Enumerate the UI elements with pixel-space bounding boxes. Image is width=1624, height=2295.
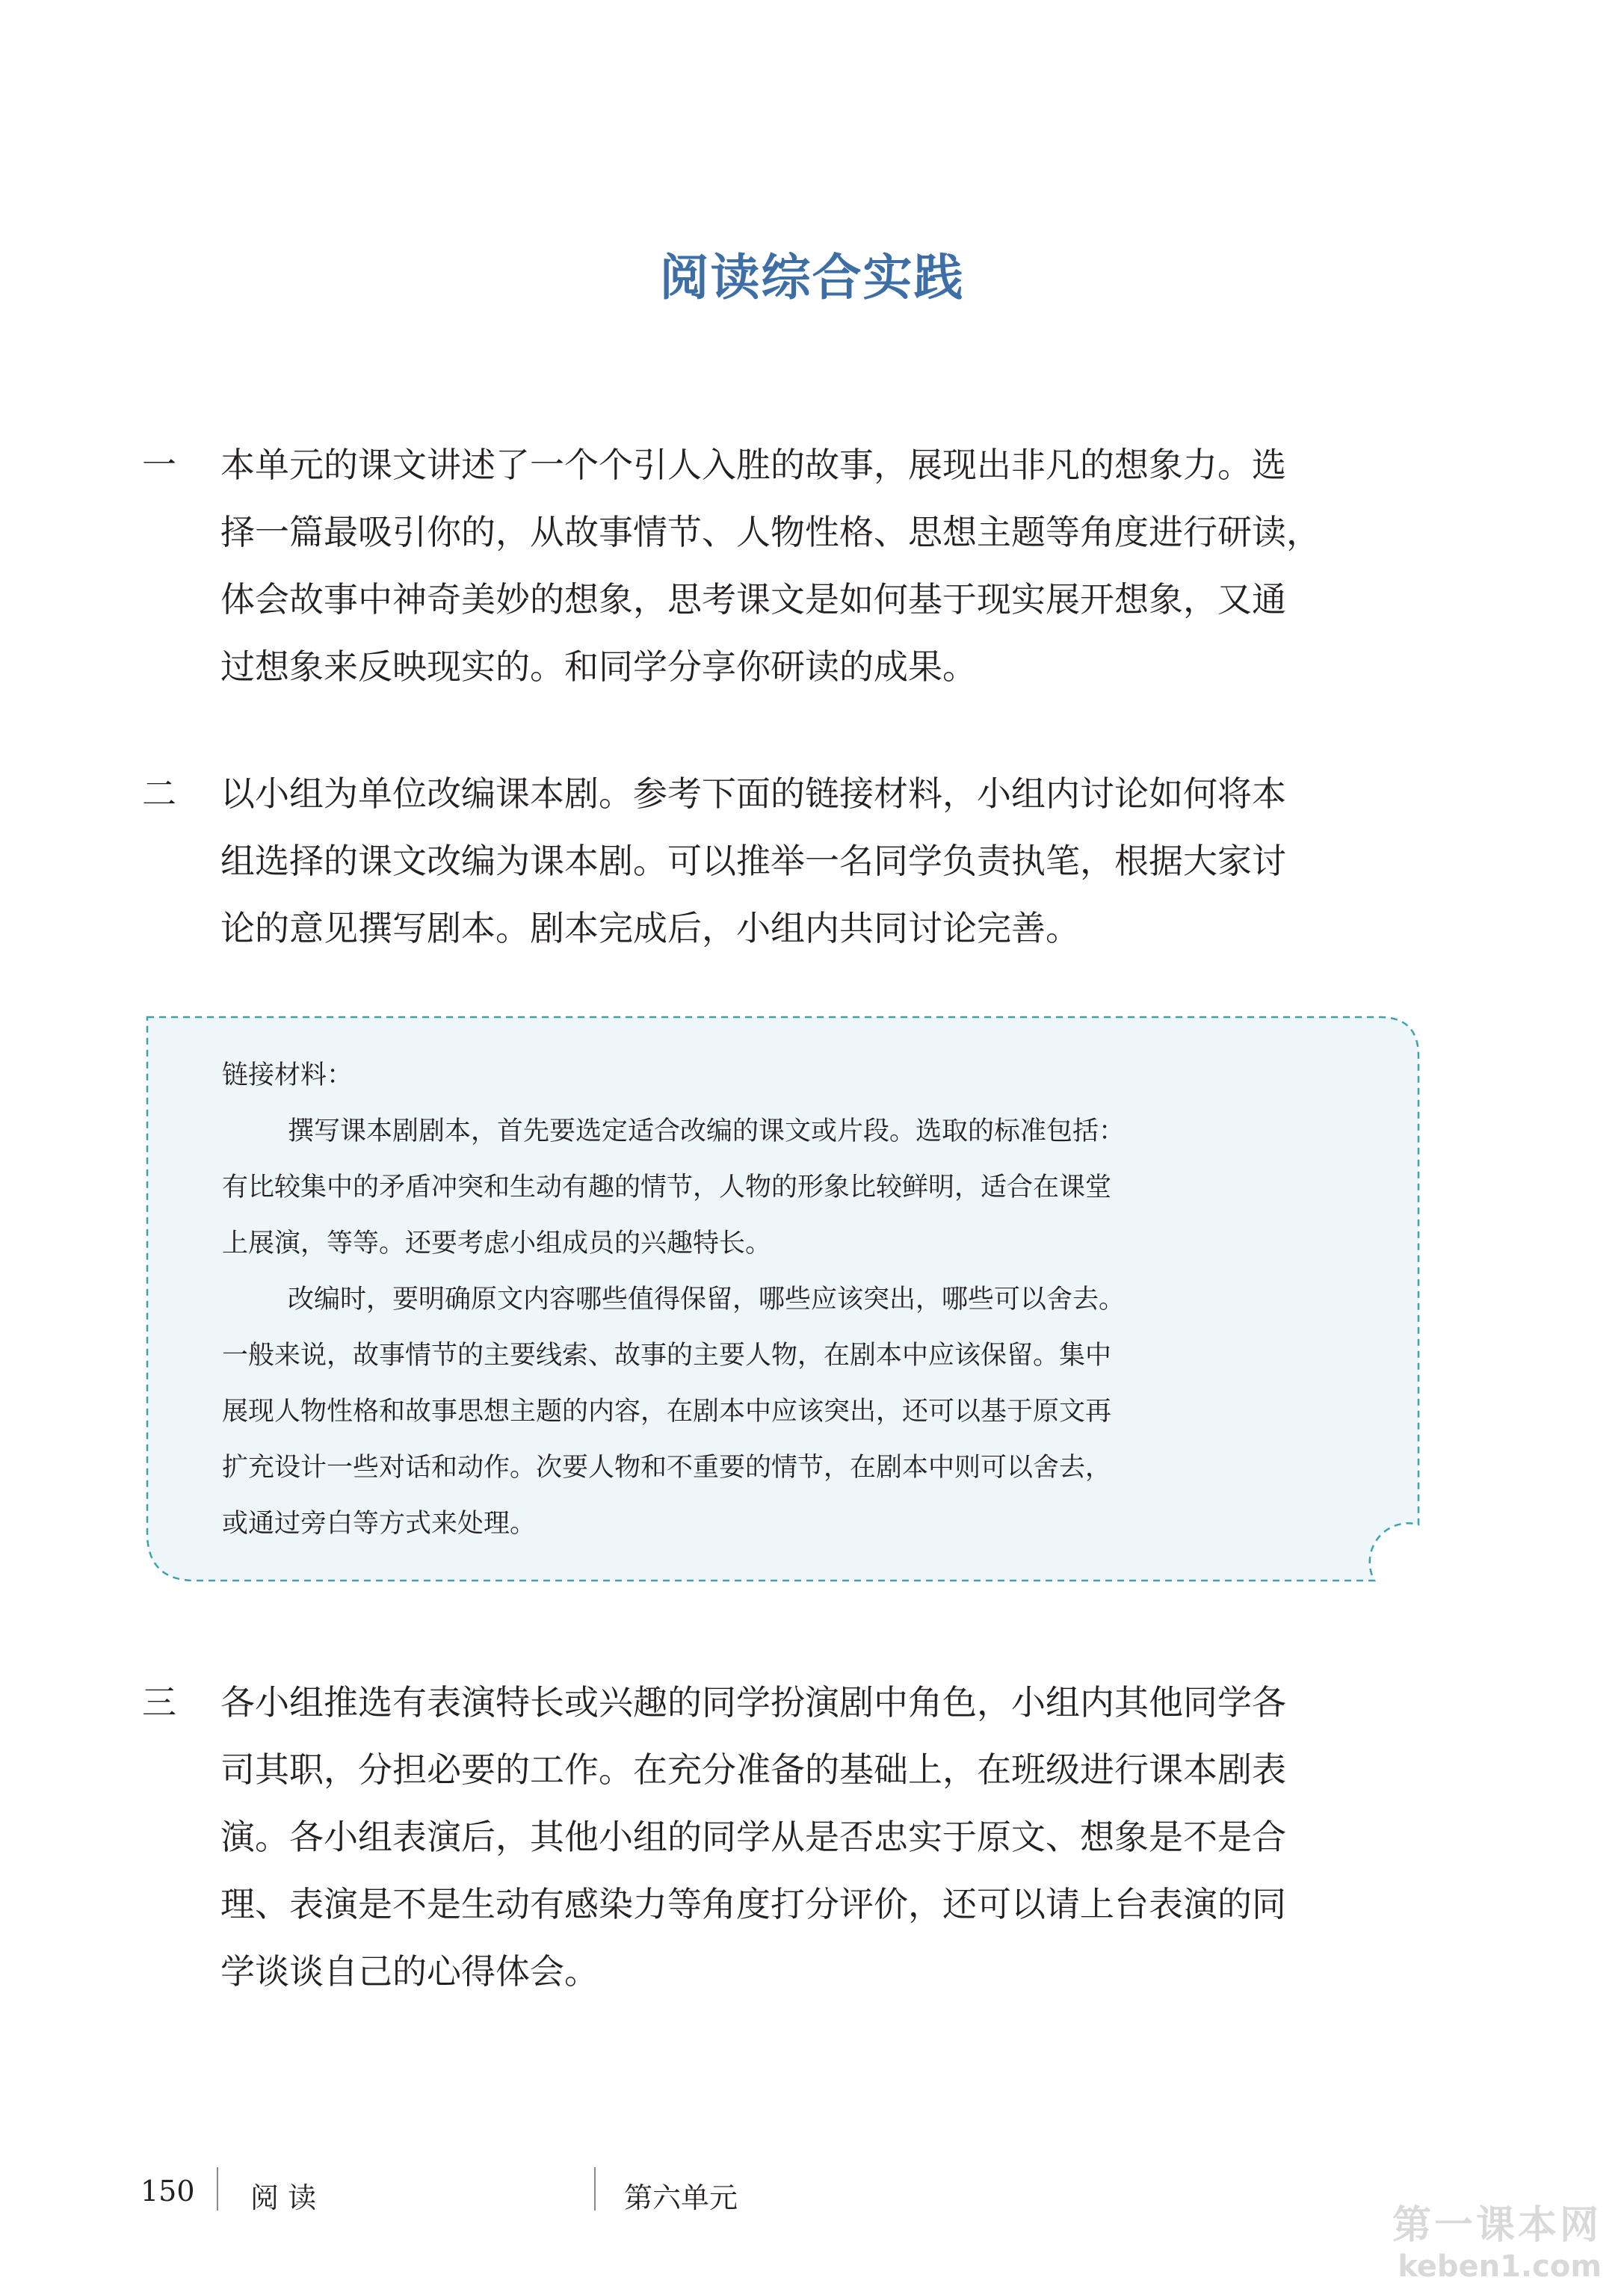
item-line: 司其职，分担必要的工作。在充分准备的基础上，在班级进行课本剧表 <box>220 1749 1286 1790</box>
link-line: 扩充设计一些对话和动作。次要人物和不重要的情节，在剧本中则可以舍去， <box>222 1453 1112 1483</box>
link-line: 或通过旁白等方式来处理。 <box>222 1509 537 1539</box>
item-line: 本单元的课文讲述了一个个引人入胜的故事，展现出非凡的想象力。选 <box>220 445 1286 485</box>
item-line: 论的意见撰写剧本。剧本完成后，小组内共同讨论完善。 <box>220 908 1080 948</box>
item-number: 一 <box>142 445 176 485</box>
item-line: 各小组推选有表演特长或兴趣的同学扮演剧中角色，小组内其他同学各 <box>220 1682 1286 1723</box>
link-line: 一般来说，故事情节的主要线索、故事的主要人物，在剧本中应该保留。集中 <box>222 1341 1112 1371</box>
item-line: 理、表演是不是生动有感染力等角度打分评价，还可以请上台表演的同 <box>220 1884 1286 1924</box>
exercise-item-3 <box>142 1669 1457 2005</box>
item-line: 以小组为单位改编课本剧。参考下面的链接材料，小组内讨论如何将本 <box>220 773 1286 814</box>
footer-divider <box>594 2167 596 2211</box>
exercise-item-1 <box>142 431 1457 700</box>
exercise-item-2 <box>142 760 1457 962</box>
link-line: 改编时，要明确原文内容哪些值得保留，哪些应该突出，哪些可以舍去。 <box>288 1285 1126 1315</box>
link-line: 展现人物性格和故事思想主题的内容，在剧本中应该突出，还可以基于原文再 <box>222 1397 1112 1427</box>
item-number: 二 <box>142 773 176 814</box>
footer-section: 阅 读 <box>250 2181 317 2214</box>
watermark <box>1392 2193 1602 2284</box>
item-line: 学谈谈自己的心得体会。 <box>220 1951 599 1992</box>
item-line: 体会故事中神奇美妙的想象，思考课文是如何基于现实展开想象，又通 <box>220 579 1286 620</box>
watermark-en: keben1.com <box>1398 2249 1602 2284</box>
footer-divider <box>217 2167 218 2211</box>
watermark-cn: 第一课本网 <box>1392 2203 1602 2248</box>
link-material-text <box>222 1048 1388 1552</box>
item-line: 组选择的课文改编为课本剧。可以推举一名同学负责执笔，根据大家讨 <box>220 841 1286 881</box>
item-number: 三 <box>142 1682 176 1723</box>
page-title: 阅读综合实践 <box>659 249 965 306</box>
link-line: 撰写课本剧剧本，首先要选定适合改编的课文或片段。选取的标准包括： <box>288 1116 1126 1146</box>
link-line: 上展演，等等。还要考虑小组成员的兴趣特长。 <box>222 1229 772 1258</box>
page-number: 150 <box>141 2175 195 2208</box>
link-line: 有比较集中的矛盾冲突和生动有趣的情节，人物的形象比较鲜明，适合在课堂 <box>222 1173 1112 1202</box>
footer-unit: 第六单元 <box>624 2181 738 2214</box>
item-line: 择一篇最吸引你的，从故事情节、人物性格、思想主题等角度进行研读， <box>220 512 1321 552</box>
item-line: 过想象来反映现实的。和同学分享你研读的成果。 <box>220 646 977 687</box>
item-line: 演。各小组表演后，其他小组的同学从是否忠实于原文、想象是不是合 <box>220 1817 1286 1857</box>
link-heading: 链接材料： <box>222 1060 353 1090</box>
